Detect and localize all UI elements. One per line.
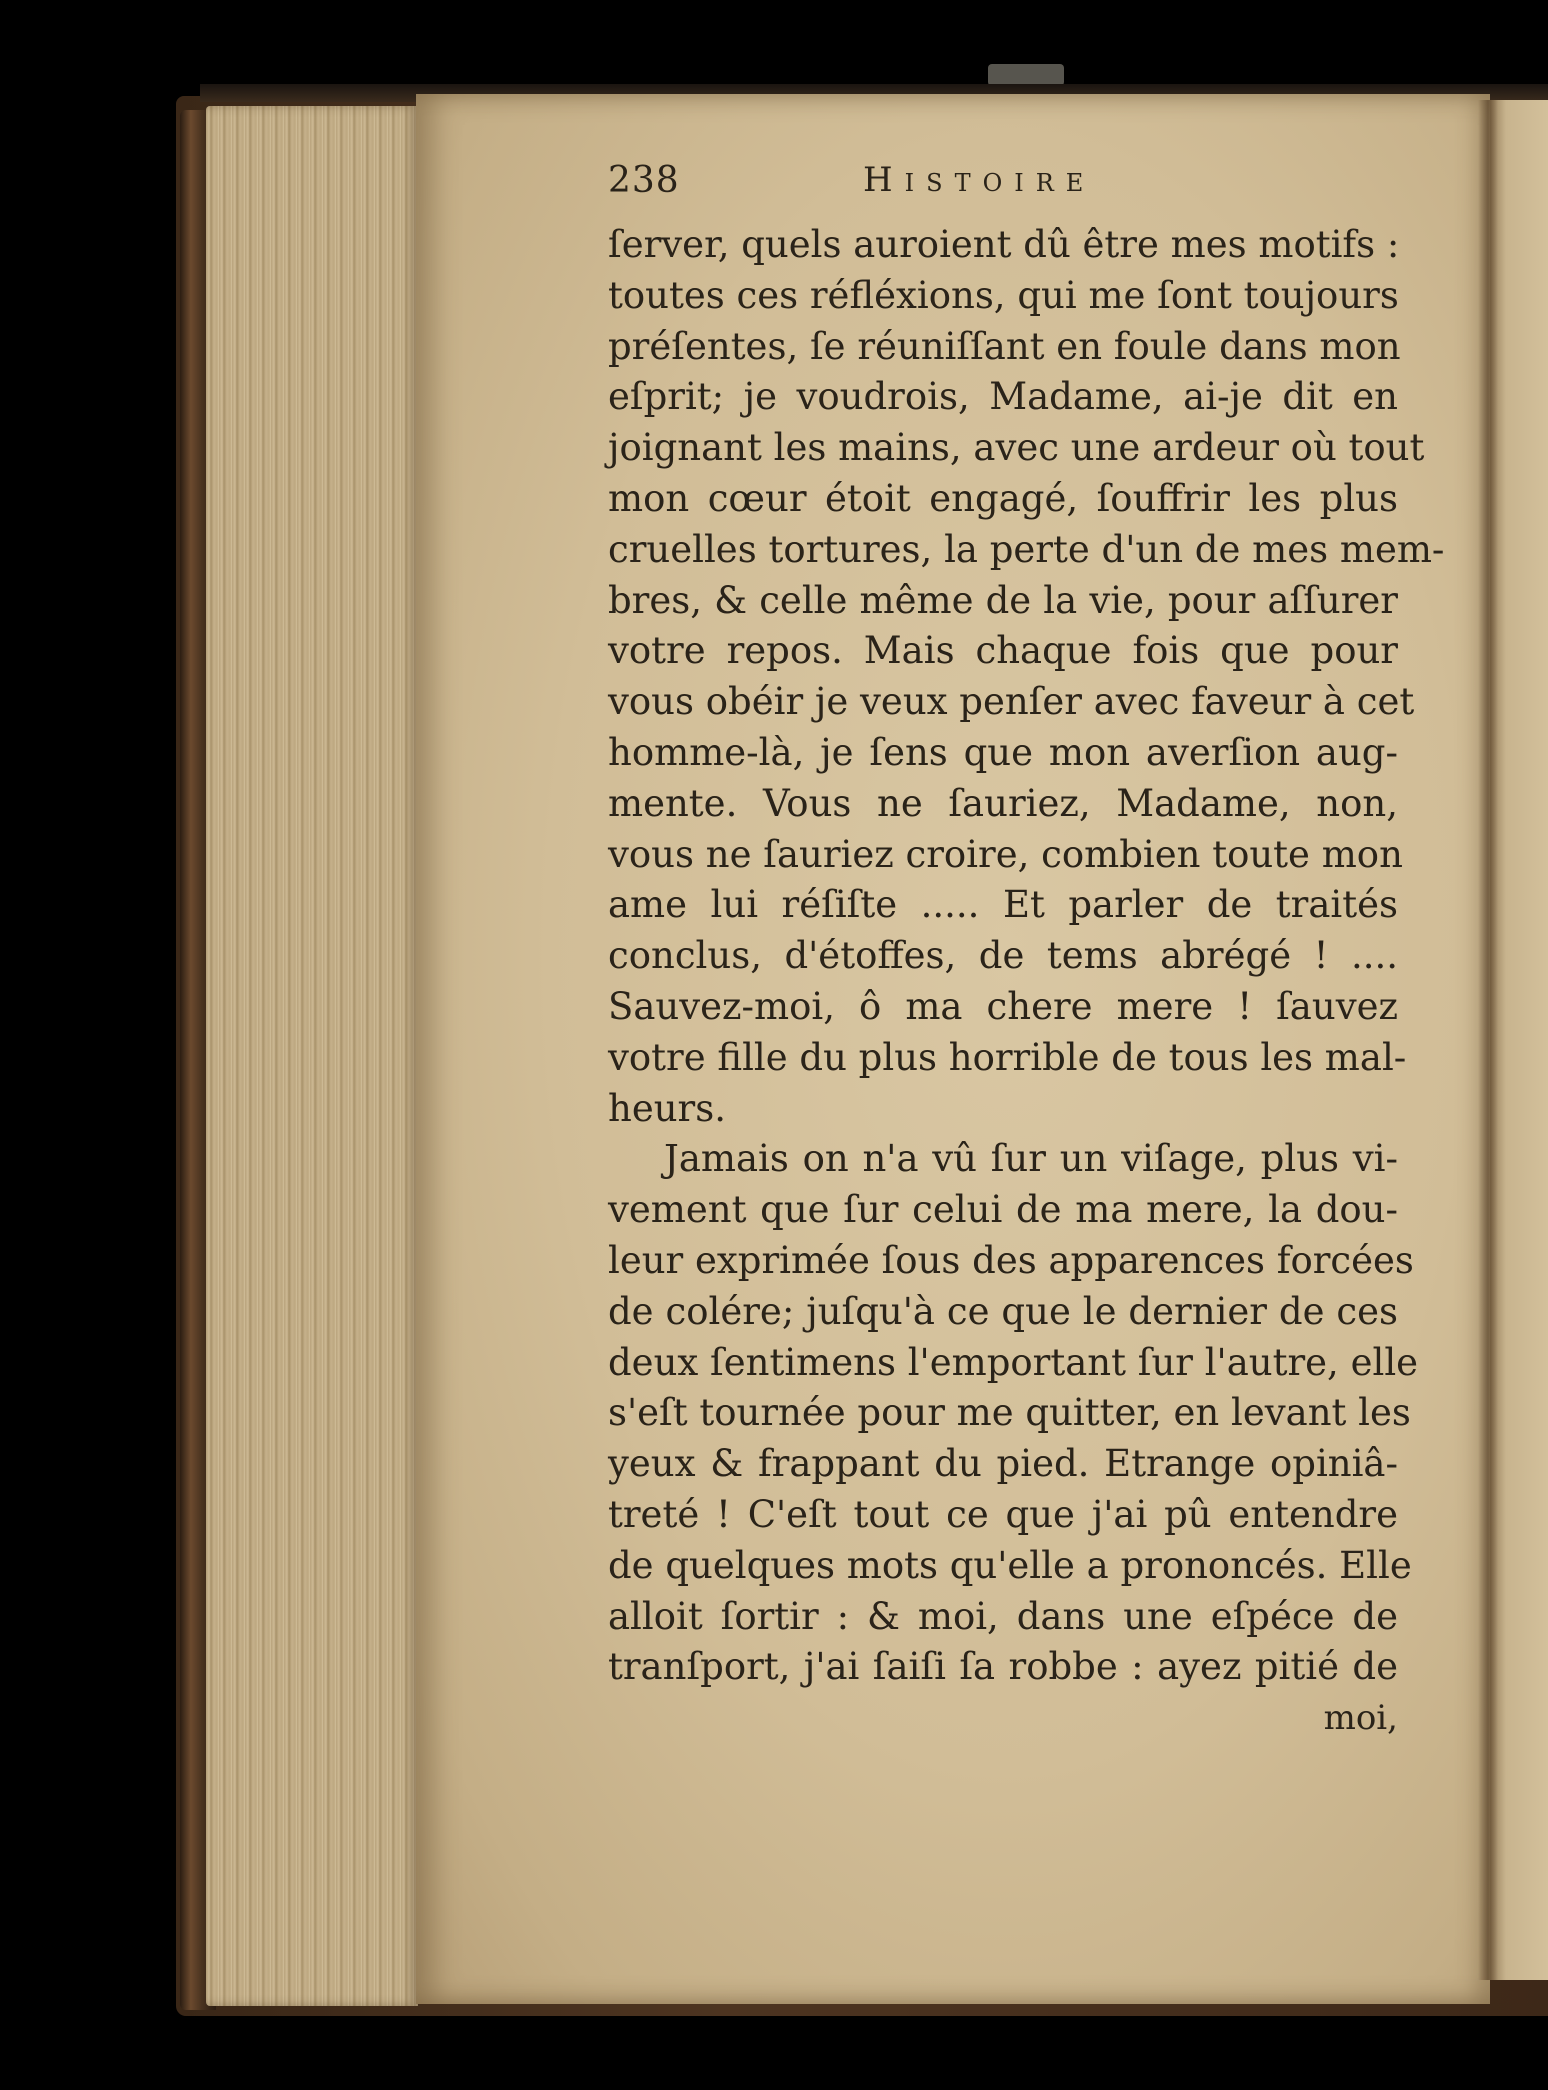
catchword: moi,: [1323, 1698, 1398, 1739]
text-line: heurs.: [608, 1086, 726, 1130]
text-line: alloit ſortir : & moi, dans une eſpéce de: [608, 1594, 1398, 1638]
text-line: s'eſt tournée pour me quitter, en levant les: [608, 1391, 1411, 1435]
text-line: ſerver, quels auroient dû être mes motifs :: [608, 223, 1400, 266]
text-line: vous obéir je veux penſer avec faveur à cet: [608, 680, 1415, 724]
text-line: de colére; juſqu'à ce que le dernier de ces: [608, 1289, 1398, 1333]
text-line: treté ! C'eſt tout ce que j'ai pû entendre: [608, 1492, 1398, 1536]
text-line: ame lui réſiſte ..... Et parler de traités: [608, 883, 1398, 927]
text-line: votre repos. Mais chaque fois que pour: [608, 629, 1398, 673]
text-line: conclus, d'étoffes, de tems abrégé ! ....: [608, 934, 1398, 978]
text-line: mente. Vous ne ſauriez, Madame, non,: [608, 781, 1398, 825]
text-line: yeux & frappant du pied. Etrange opiniâ-: [608, 1442, 1398, 1486]
text-line: de quelques mots qu'elle a prononcés. Elle: [608, 1543, 1412, 1587]
text-line: eſprit; je voudrois, Madame, ai-je dit en: [608, 375, 1398, 419]
page-header: [608, 160, 1398, 220]
page-number: 238: [608, 160, 680, 201]
running-title: Histoire: [863, 160, 1096, 200]
page-edges-stack: [206, 106, 418, 2006]
text-line: Sauvez-moi, ô ma chere mere ! ſauvez: [608, 984, 1398, 1028]
text-line: votre fille du plus horrible de tous les mal-: [608, 1035, 1407, 1079]
text-line: préſentes, ſe réuniſſant en foule dans mon: [608, 324, 1401, 368]
page-text-block: [608, 160, 1445, 1743]
book-clasp: [988, 64, 1064, 86]
page-gutter: [1478, 100, 1498, 1980]
text-line: Jamais on n'a vû ſur un viſage, plus vi-: [664, 1137, 1398, 1181]
text-line: bres, & celle même de la vie, pour aſſurer: [608, 578, 1398, 622]
text-line: vement que ſur celui de ma mere, la dou-: [608, 1188, 1398, 1232]
text-line: homme-là, je ſens que mon averſion aug-: [608, 730, 1398, 774]
text-line: tranſport, j'ai ſaiſi ſa robbe : ayez pitié de: [608, 1645, 1398, 1689]
text-line: joignant les mains, avec une ardeur où tout: [608, 426, 1425, 470]
body-text: [608, 220, 1445, 1693]
text-line: leur exprimée ſous des apparences forcées: [608, 1238, 1414, 1282]
text-line: toutes ces réfléxions, qui me ſont toujours: [608, 273, 1399, 317]
text-line: mon cœur étoit engagé, ſouffrir les plus: [608, 476, 1398, 520]
text-line: deux ſentimens l'emportant ſur l'autre, elle: [608, 1340, 1419, 1384]
text-line: vous ne ſauriez croire, combien toute mon: [608, 832, 1403, 876]
text-line: cruelles tortures, la perte d'un de mes mem-: [608, 527, 1445, 571]
